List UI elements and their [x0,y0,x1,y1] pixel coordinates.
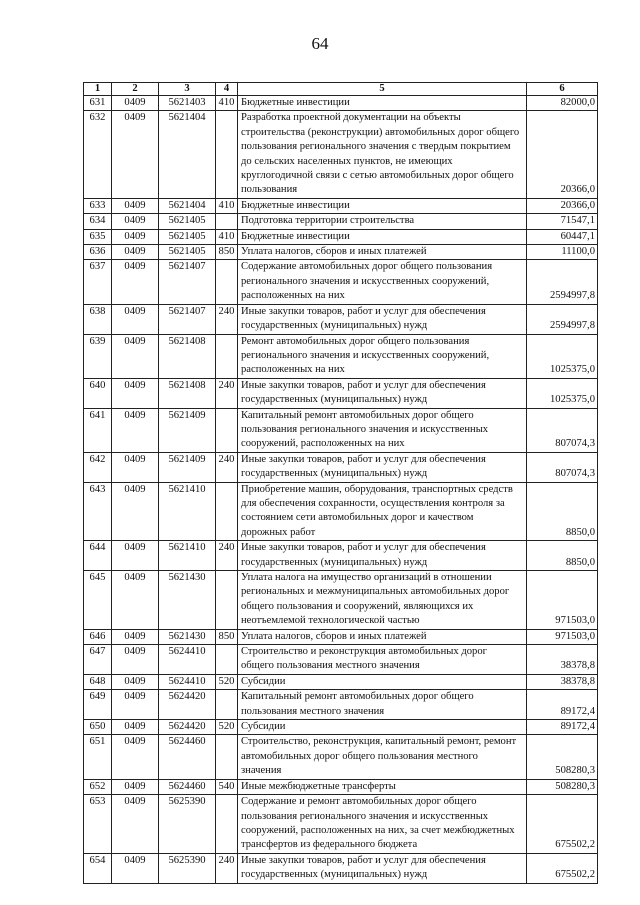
amount-cell: 20366,0 [527,111,598,198]
table-row [84,452,598,482]
expense-type-cell [216,214,238,229]
target-code-cell: 5624460 [159,779,216,794]
item-name-cell: Субсидии [238,674,527,689]
table-row [84,408,598,452]
table-row [84,853,598,883]
section-code-cell: 0409 [112,735,159,779]
row-number-cell: 653 [84,795,112,854]
item-name-cell: Уплата налога на имущество организаций в отношении региональных и межмуниципальных автомобильных дорог общего пользования и сооружений, являющихся их неотъемлемой технологической частью [238,571,527,630]
amount-cell: 971503,0 [527,571,598,630]
budget-table [83,82,598,884]
section-code-cell: 0409 [112,571,159,630]
row-number-cell: 643 [84,482,112,541]
expense-type-cell: 410 [216,198,238,213]
section-code-cell: 0409 [112,674,159,689]
target-code-cell: 5621407 [159,260,216,304]
target-code-cell: 5621410 [159,482,216,541]
target-code-cell: 5621405 [159,245,216,260]
expense-type-cell [216,571,238,630]
section-code-cell: 0409 [112,452,159,482]
section-code-cell: 0409 [112,245,159,260]
expense-type-cell: 520 [216,674,238,689]
row-number-cell: 637 [84,260,112,304]
section-code-cell: 0409 [112,720,159,735]
row-number-cell: 648 [84,674,112,689]
row-number-cell: 646 [84,629,112,644]
item-name-cell: Иные закупки товаров, работ и услуг для обеспечения государственных (муниципальных) нужд [238,378,527,408]
section-code-cell: 0409 [112,229,159,244]
expense-type-cell [216,795,238,854]
amount-cell: 971503,0 [527,629,598,644]
table-row [84,690,598,720]
header-col-5: 5 [238,83,527,96]
target-code-cell: 5621410 [159,541,216,571]
amount-cell: 2594997,8 [527,304,598,334]
item-name-cell: Приобретение машин, оборудования, транспортных средств для обеспечения сохранности, осуществления контроля за состоянием сети автомобильных дорог и качеством дорожных работ [238,482,527,541]
row-number-cell: 634 [84,214,112,229]
amount-cell: 807074,3 [527,452,598,482]
amount-cell: 71547,1 [527,214,598,229]
target-code-cell: 5624420 [159,690,216,720]
amount-cell: 807074,3 [527,408,598,452]
section-code-cell: 0409 [112,198,159,213]
expense-type-cell [216,408,238,452]
amount-cell: 38378,8 [527,645,598,675]
section-code-cell: 0409 [112,645,159,675]
table-row [84,645,598,675]
item-name-cell: Подготовка территории строительства [238,214,527,229]
table-row [84,111,598,198]
expense-type-cell: 410 [216,96,238,111]
table-row [84,541,598,571]
table-row [84,674,598,689]
item-name-cell: Разработка проектной документации на объекты строительства (реконструкции) автомобильных дорог общего пользования регионального значения с твердым покрытием до сельских населенных пунктов, не имеющих круглогодичной связи с сетью автомобильных дорог общего пользования [238,111,527,198]
item-name-cell: Бюджетные инвестиции [238,96,527,111]
item-name-cell: Иные закупки товаров, работ и услуг для обеспечения государственных (муниципальных) нужд [238,541,527,571]
amount-cell: 8850,0 [527,541,598,571]
section-code-cell: 0409 [112,304,159,334]
amount-cell: 1025375,0 [527,334,598,378]
row-number-cell: 638 [84,304,112,334]
table-row [84,571,598,630]
target-code-cell: 5624420 [159,720,216,735]
row-number-cell: 641 [84,408,112,452]
item-name-cell: Содержание и ремонт автомобильных дорог общего пользования регионального значения и искусственных сооружений, расположенных на них, за счет межбюджетных трансфертов из федерального бюджета [238,795,527,854]
section-code-cell: 0409 [112,795,159,854]
section-code-cell: 0409 [112,541,159,571]
item-name-cell: Содержание автомобильных дорог общего пользования регионального значения и искусственных сооружений, расположенных на них [238,260,527,304]
expense-type-cell: 240 [216,452,238,482]
table-row [84,214,598,229]
table-row [84,229,598,244]
row-number-cell: 639 [84,334,112,378]
section-code-cell: 0409 [112,779,159,794]
item-name-cell: Иные межбюджетные трансферты [238,779,527,794]
row-number-cell: 636 [84,245,112,260]
row-number-cell: 644 [84,541,112,571]
table-row [84,96,598,111]
row-number-cell: 631 [84,96,112,111]
section-code-cell: 0409 [112,260,159,304]
expense-type-cell: 540 [216,779,238,794]
section-code-cell: 0409 [112,690,159,720]
page-number: 64 [311,34,329,53]
amount-cell: 8850,0 [527,482,598,541]
amount-cell: 89172,4 [527,720,598,735]
row-number-cell: 652 [84,779,112,794]
row-number-cell: 645 [84,571,112,630]
section-code-cell: 0409 [112,482,159,541]
amount-cell: 508280,3 [527,779,598,794]
table-row [84,334,598,378]
table-row [84,720,598,735]
row-number-cell: 654 [84,853,112,883]
amount-cell: 11100,0 [527,245,598,260]
expense-type-cell [216,482,238,541]
amount-cell: 1025375,0 [527,378,598,408]
header-col-1: 1 [84,83,112,96]
target-code-cell: 5621409 [159,408,216,452]
table-row [84,198,598,213]
section-code-cell: 0409 [112,408,159,452]
target-code-cell: 5621408 [159,378,216,408]
target-code-cell: 5621405 [159,214,216,229]
amount-cell: 675502,2 [527,853,598,883]
expense-type-cell: 850 [216,245,238,260]
item-name-cell: Иные закупки товаров, работ и услуг для обеспечения государственных (муниципальных) нужд [238,452,527,482]
expense-type-cell: 240 [216,853,238,883]
target-code-cell: 5621404 [159,198,216,213]
amount-cell: 20366,0 [527,198,598,213]
expense-type-cell [216,260,238,304]
expense-type-cell: 520 [216,720,238,735]
item-name-cell: Строительство, реконструкция, капитальный ремонт, ремонт автомобильных дорог общего пользования местного значения [238,735,527,779]
row-number-cell: 650 [84,720,112,735]
table-body [84,96,598,884]
target-code-cell: 5624410 [159,674,216,689]
item-name-cell: Иные закупки товаров, работ и услуг для обеспечения государственных (муниципальных) нужд [238,853,527,883]
item-name-cell: Бюджетные инвестиции [238,198,527,213]
amount-cell: 82000,0 [527,96,598,111]
expense-type-cell: 850 [216,629,238,644]
expense-type-cell [216,735,238,779]
target-code-cell: 5621403 [159,96,216,111]
expense-type-cell: 240 [216,378,238,408]
target-code-cell: 5621430 [159,571,216,630]
target-code-cell: 5624410 [159,645,216,675]
expense-type-cell: 240 [216,541,238,571]
table-row [84,378,598,408]
expense-type-cell: 240 [216,304,238,334]
amount-cell: 508280,3 [527,735,598,779]
expense-type-cell [216,690,238,720]
item-name-cell: Субсидии [238,720,527,735]
amount-cell: 675502,2 [527,795,598,854]
item-name-cell: Уплата налогов, сборов и иных платежей [238,629,527,644]
item-name-cell: Ремонт автомобильных дорог общего пользования регионального значения и искусственных сооружений, расположенных на них [238,334,527,378]
header-col-2: 2 [112,83,159,96]
item-name-cell: Капитальный ремонт автомобильных дорог общего пользования местного значения [238,690,527,720]
item-name-cell: Строительство и реконструкция автомобильных дорог общего пользования местного значения [238,645,527,675]
item-name-cell: Уплата налогов, сборов и иных платежей [238,245,527,260]
target-code-cell: 5621430 [159,629,216,644]
row-number-cell: 651 [84,735,112,779]
target-code-cell: 5624460 [159,735,216,779]
section-code-cell: 0409 [112,629,159,644]
header-col-3: 3 [159,83,216,96]
amount-cell: 89172,4 [527,690,598,720]
item-name-cell: Бюджетные инвестиции [238,229,527,244]
amount-cell: 60447,1 [527,229,598,244]
row-number-cell: 633 [84,198,112,213]
amount-cell: 2594997,8 [527,260,598,304]
expense-type-cell [216,334,238,378]
target-code-cell: 5625390 [159,795,216,854]
section-code-cell: 0409 [112,214,159,229]
amount-cell: 38378,8 [527,674,598,689]
table-row [84,245,598,260]
header-col-6: 6 [527,83,598,96]
section-code-cell: 0409 [112,853,159,883]
section-code-cell: 0409 [112,334,159,378]
row-number-cell: 635 [84,229,112,244]
table-row [84,629,598,644]
table-row [84,482,598,541]
row-number-cell: 640 [84,378,112,408]
table-row [84,260,598,304]
expense-type-cell [216,111,238,198]
header-col-4: 4 [216,83,238,96]
target-code-cell: 5621404 [159,111,216,198]
table-row [84,735,598,779]
section-code-cell: 0409 [112,96,159,111]
item-name-cell: Капитальный ремонт автомобильных дорог общего пользования регионального значения и искусственных сооружений, расположенных на них [238,408,527,452]
target-code-cell: 5625390 [159,853,216,883]
row-number-cell: 649 [84,690,112,720]
row-number-cell: 647 [84,645,112,675]
row-number-cell: 632 [84,111,112,198]
target-code-cell: 5621408 [159,334,216,378]
item-name-cell: Иные закупки товаров, работ и услуг для обеспечения государственных (муниципальных) нужд [238,304,527,334]
expense-type-cell [216,645,238,675]
target-code-cell: 5621409 [159,452,216,482]
target-code-cell: 5621407 [159,304,216,334]
table-row [84,795,598,854]
table-row [84,779,598,794]
row-number-cell: 642 [84,452,112,482]
table-row [84,304,598,334]
expense-type-cell: 410 [216,229,238,244]
header-row [84,83,598,96]
target-code-cell: 5621405 [159,229,216,244]
section-code-cell: 0409 [112,111,159,198]
section-code-cell: 0409 [112,378,159,408]
